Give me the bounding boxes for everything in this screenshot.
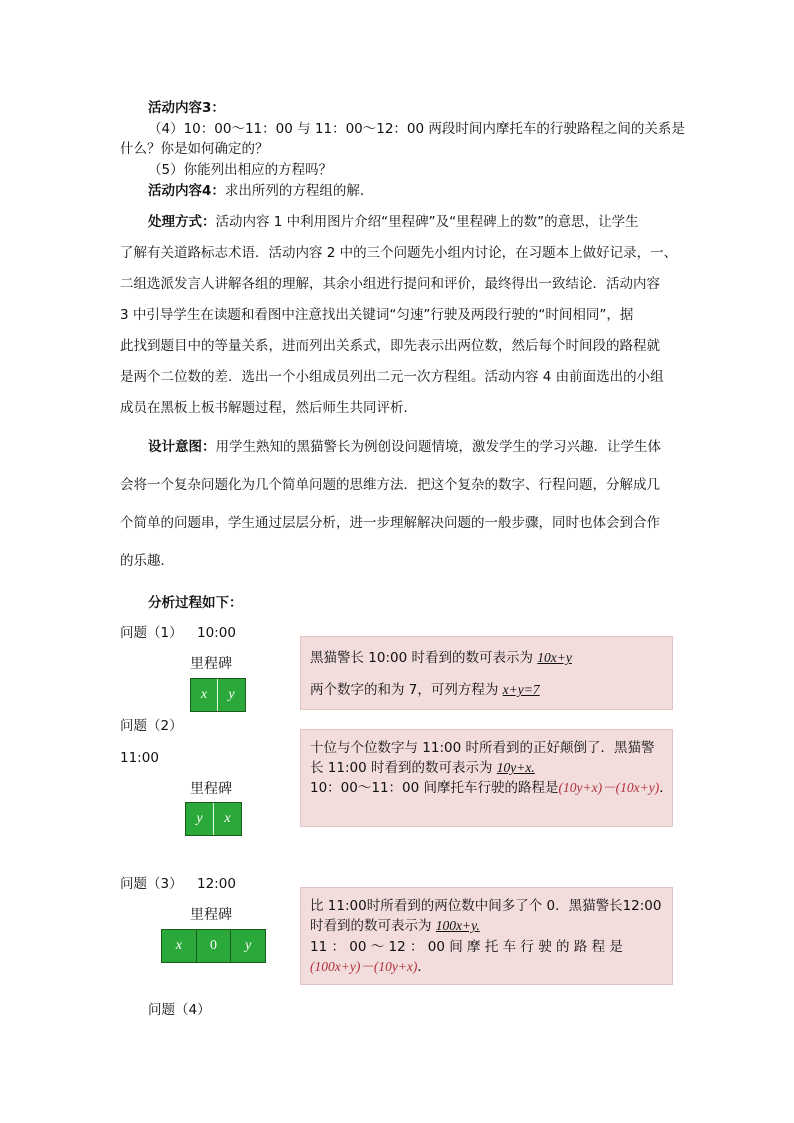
problem2-box-line2 [310,757,535,779]
problem3-box-line2 [310,915,480,937]
problem1-milestone-label: 里程碑 [190,656,232,672]
design-label: 设计意图： [148,439,216,455]
problem2-expr-number: 10y+x. [496,760,535,775]
problem2-box-line2-text: 长 11:00 时看到的数可表示为 [310,760,497,776]
problem1-label: 问题（1） [120,625,183,641]
activity3-q4-line1: （4）10：00～11：00 与 11：00～12：00 两段时间内摩托车的行驶路程之间的关系是 [148,121,685,137]
processing-paragraph [120,207,680,424]
problem1-box-line1-text: 黑猫警长 10:00 时看到的数可表示为 [310,650,538,666]
design-line-2: 会将一个复杂问题化为几个简单问题的思维方法．把这个复杂的数字、行程问题，分解成几 [120,477,660,493]
processing-line-5: 此找到题目中的等量关系，进而列出关系式，即先表示出两位数，然后每个时间段的路程就 [120,338,660,354]
problem1-milestone [190,678,246,712]
design-line-1 [120,428,680,466]
problem3-box-line2-text: 时看到的数可表示为 [310,918,436,934]
problem4-label: 问题（4） [148,1002,211,1018]
problem2-explanation-box [300,729,673,827]
processing-line-6: 是两个二位数的差．选出一个小组成员列出二元一次方程组。活动内容 4 由前面选出的小组 [120,369,664,385]
problem2-box-line3 [310,777,673,799]
activity3-q4-line2: 什么？你是如何确定的？ [120,141,269,157]
problem2-expr-distance: (10y+x)－(10x+y) [558,780,660,795]
processing-label: 处理方式： [148,214,216,230]
activity4-text: 求出所列的方程组的解． [224,183,374,199]
design-line-3: 个简单的问题串，学生通过层层分析，进一步理解解决问题的一般步骤，同时也体会到合作 [120,515,660,531]
problem2-time: 11:00 [120,750,159,766]
design-paragraph [120,428,680,580]
analysis-title: 分析过程如下： [148,595,243,611]
processing-line-4: 3 中引导学生在读题和看图中注意找出关键词“匀速”行驶及两段行驶的“时间相同”，据 [120,307,634,323]
problem1-expr-number: 10x+y [537,650,572,665]
activity4-title: 活动内容4： [148,183,225,199]
problem3-expr-distance: (100x+y)－(10y+x) [310,959,418,974]
milestone-digit: 0 [197,930,232,962]
problem3-box-line3: 11 ： 00 ～ 12 ： 00 间 摩 托 车 行 驶 的 路 程 是 [310,939,623,955]
problem2-milestone-label: 里程碑 [190,781,232,797]
problem3-time: 12:00 [197,876,236,892]
problem1-box-line2 [310,679,540,701]
milestone-digit: x [162,930,197,962]
activity4 [148,180,373,202]
design-line-1-text: 用学生熟知的黑猫警长为例创设问题情境，激发学生的学习兴趣．让学生体 [215,439,661,455]
problem1-explanation-box [300,636,673,710]
milestone-digit: y [228,687,235,702]
problem3-label: 问题（3） [120,876,183,892]
problem3-explanation-box [300,887,673,985]
problem2-milestone [185,802,242,836]
problem2-label: 问题（2） [120,718,183,734]
problem3-expr-number: 100x+y. [435,918,480,933]
milestone-digit: y [186,803,214,835]
problem1-box-line1 [310,647,572,669]
problem2-box-line1: 十位与个位数字与 11:00 时所看到的正好颠倒了．黑猫警 [310,740,655,756]
processing-line-2: 了解有关道路标志术语．活动内容 2 中的三个问题先小组内讨论，在习题本上做好记录，一、 [120,245,678,261]
design-line-4: 的乐趣． [120,553,174,569]
milestone-digit: x [224,811,231,826]
problem3-milestone [161,929,266,963]
problem2-box-line3-text: 10：00～11：00 间摩托车行驶的路程是 [310,780,559,796]
processing-line-1-text: 活动内容 1 中利用图片介绍“里程碑”及“里程碑上的数”的意思，让学生 [215,214,639,230]
problem3-milestone-label: 里程碑 [190,907,232,923]
problem1-expr-equation: x+y=7 [502,682,540,697]
milestone-digit: x [191,679,218,711]
problem3-box-line4-suffix: ． [417,959,431,975]
problem3-box-line4 [310,956,431,978]
processing-line-1 [120,207,680,238]
problem3-box-line1: 比 11:00时所看到的两位数中间多了个 0．黑猫警长12:00 [310,898,662,914]
problem1-box-line2-text: 两个数字的和为 7，可列方程为 [310,682,503,698]
milestone-digit: y [245,938,252,953]
problem2-box-line3-suffix: ． [659,780,673,796]
activity3-q5: （5）你能列出相应的方程吗？ [148,162,333,178]
processing-line-7: 成员在黑板上板书解题过程，然后师生共同评析． [120,400,417,416]
activity3-title: 活动内容3： [148,100,225,116]
processing-line-3: 二组选派发言人讲解各组的理解，其余小组进行提问和评价，最终得出一致结论．活动内容 [120,276,660,292]
problem1-time: 10:00 [197,625,236,641]
